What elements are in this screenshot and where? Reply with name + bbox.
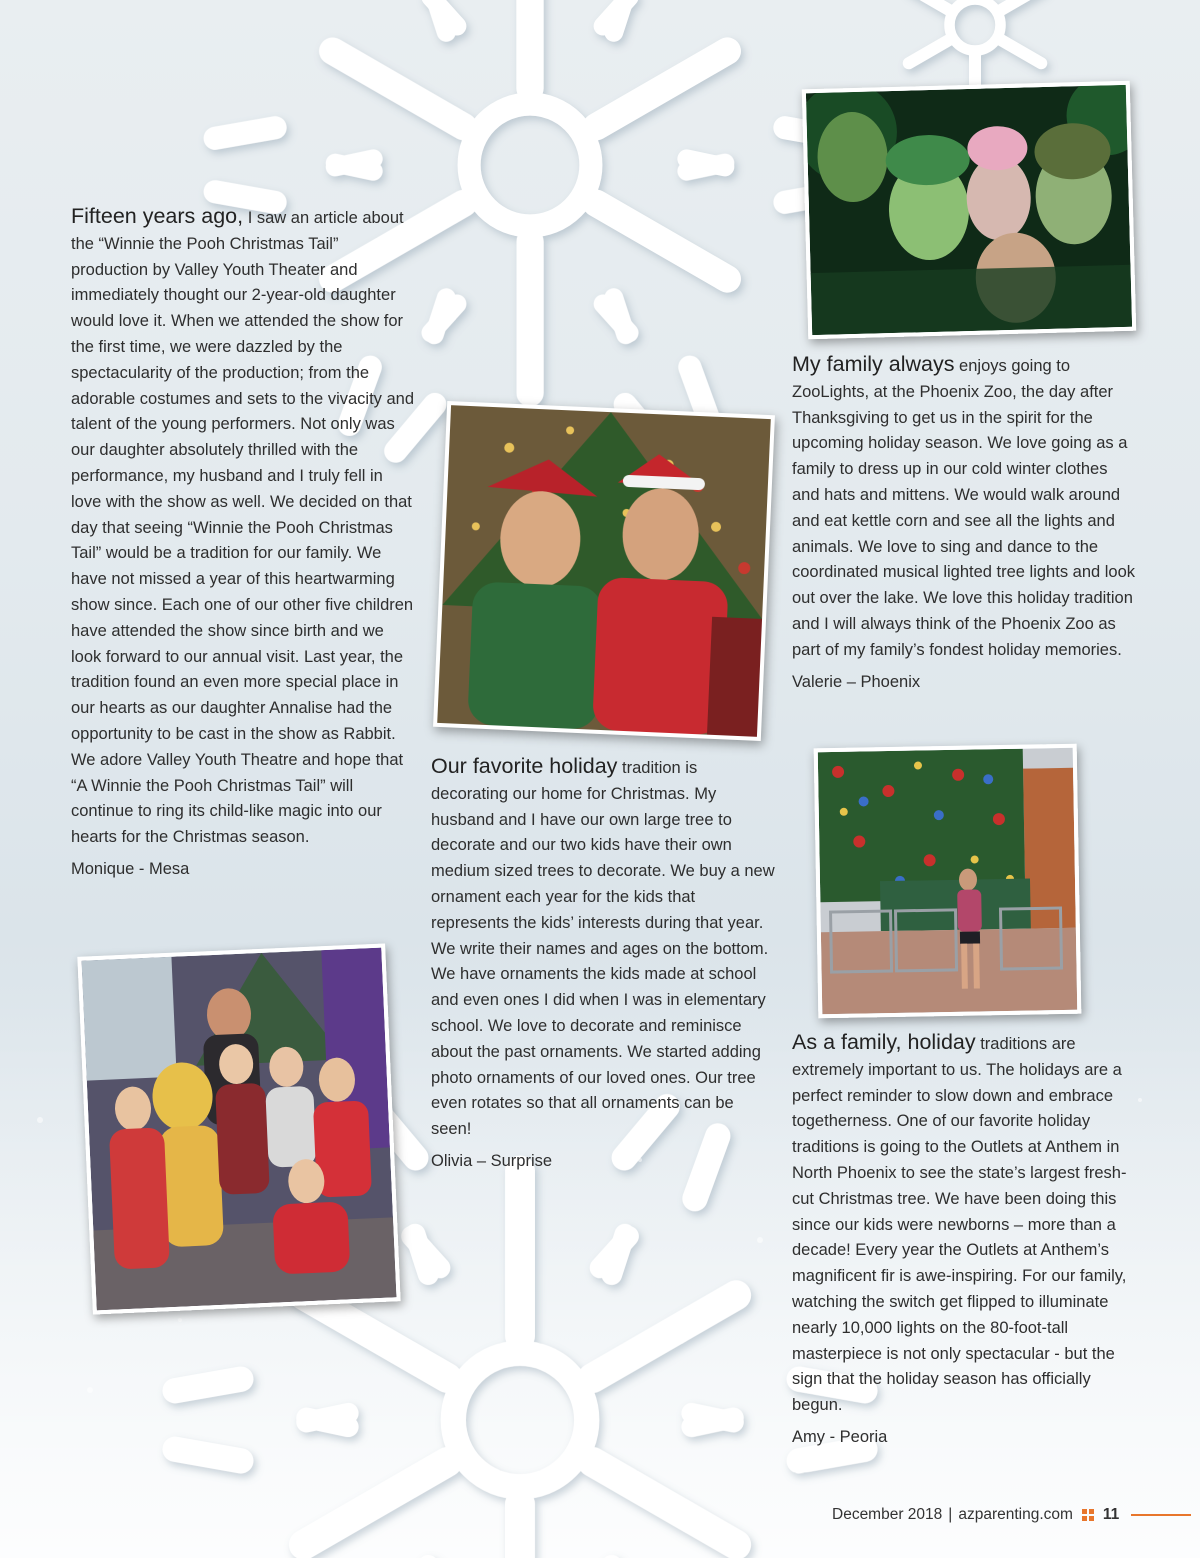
story-body: I saw an article about the “Winnie the Pooh Christmas Tail” production by Valley Youth Theater and immediately thought our 2-year-old daughter would love it. When we attended the show for the first time, we were dazzled by the spectacularity of the production; from the adorable costumes and sets to the vivacity and talent of the young performers. Not only was our daughter absolutely thrilled with the performance, my husband and I truly fell in love with the show as well. We decided on that day that seeing “Winnie the Pooh Christmas Tail” would be a tradition for our family. We have not missed a year of this heartwarming show since. Each one of our other five children have attended the show since birth and we look forward to our annual visit. Last year, the tradition found an even more special place in our hearts as our daughter Annalise had the opportunity to be cast in the show as Rabbit. We adore Valley Youth Theatre and hope that “A Winnie the Pooh Christmas Tail” will continue to ring its child-like magic into our hearts for the Christmas season. <box>71 209 415 847</box>
story-monique <box>71 204 416 883</box>
story-signature: Amy - Peoria <box>792 1427 888 1446</box>
story-valerie <box>792 352 1137 695</box>
story-text <box>71 204 416 851</box>
photo-kids-christmas-tree <box>433 401 775 741</box>
story-body: traditions are extremely important to us. The holidays are a perfect reminder to slow down and embrace togetherness. One of our favorite holiday traditions is going to the Outlets at Anthem in North Phoenix to see the state’s largest fresh-cut Christmas tree. We have been doing this since our kids were newborns – more than a decade! Every year the Outlets at Anthem’s magnificent fir is awe-inspiring. For our family, watching the switch get flipped to illuminate nearly 10,000 lights on the 80-foot-tall masterpiece is not only spectacular - but the sign that the holiday season has officially begun. <box>792 1035 1127 1415</box>
story-olivia <box>431 754 777 1175</box>
page-number: 11 <box>1102 1506 1120 1523</box>
photo-anthem-christmas-tree <box>814 744 1082 1019</box>
story-amy <box>792 1030 1137 1451</box>
story-signature: Olivia – Surprise <box>431 1151 553 1170</box>
story-lead: Fifteen years ago, <box>71 204 244 228</box>
story-signature: Monique - Mesa <box>71 859 190 878</box>
story-signature: Valerie – Phoenix <box>792 672 921 691</box>
footer-separator: | <box>948 1506 953 1523</box>
story-body: enjoys going to ZooLights, at the Phoenix Zoo, the day after Thanksgiving to get us in the spirit for the upcoming holiday season. We love going as a family to dress up in our cold winter clothes and hats and mittens. We would walk around and eat kettle corn and see all the lights and animals. We love to sing and dance to the coordinated musical lighted tree lights and look out over the lake. We love this holiday tradition and I will always think of the Phoenix Zoo as part of my family’s fondest holiday memories. <box>792 357 1136 659</box>
story-text <box>792 352 1137 664</box>
story-lead: As a family, holiday <box>792 1030 976 1054</box>
footer-issue: December 2018 <box>832 1506 943 1523</box>
photo-family-zoolights <box>802 81 1136 340</box>
footer-site[interactable]: azparenting.com <box>958 1506 1073 1523</box>
page-footer <box>832 1506 1191 1524</box>
photo-theater-group <box>77 943 400 1314</box>
azparenting-logo-icon <box>1082 1509 1094 1521</box>
story-lead: My family always <box>792 352 955 376</box>
footer-rule <box>1131 1514 1191 1516</box>
story-lead: Our favorite holiday <box>431 754 618 778</box>
story-text <box>792 1030 1137 1419</box>
story-text <box>431 754 777 1143</box>
story-body: tradition is decorating our home for Christmas. My husband and I have our own large tree to decorate and our two kids have their own medium sized trees to decorate. We buy a new ornament each year for the kids that represents the kids’ interests during that year. We write their names and ages on the bottom. We have ornaments the kids made at school and even ones I did when I was in elementary school. We love to decorate and reminisce about the past ornaments. We started adding photo ornaments of our loved ones. Our tree even rotates so that all ornaments can be seen! <box>431 759 775 1139</box>
